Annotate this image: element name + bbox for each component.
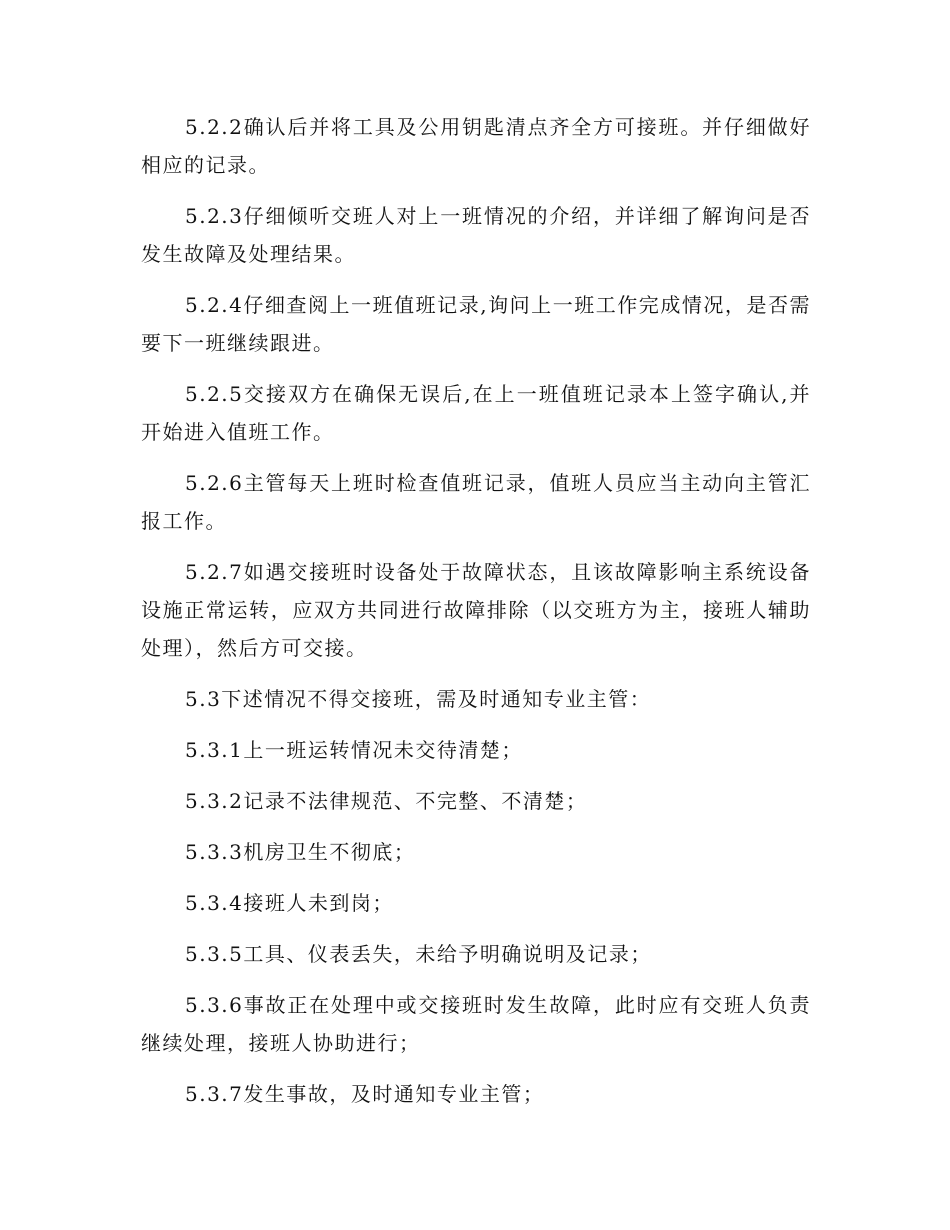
- paragraph-5-3-3: 5.3.3机房卫生不彻底；: [185, 840, 416, 864]
- paragraph-5-2-5: 5.2.5交接双方在确保无误后,在上一班值班记录本上签字确认,并开始进入值班工作。: [141, 382, 811, 444]
- paragraph-5-3: 5.3下述情况不得交接班，需及时通知专业主管：: [185, 687, 652, 711]
- document-body: [141, 108, 811, 1126]
- paragraph-5-2-7: 5.2.7如遇交接班时设备处于故障状态，且该故障影响主系统设备设施正常运转，应双方共同进行故障排除（以交班方为主，接班人辅助处理），然后方可交接。: [141, 560, 811, 660]
- paragraph-5-3-6: 5.3.6事故正在处理中或交接班时发生故障，此时应有交班人负责继续处理，接班人协助进行；: [141, 993, 811, 1055]
- paragraph-5-3-2: 5.3.2记录不法律规范、不完整、不清楚；: [185, 789, 588, 813]
- paragraph-5-3-1: 5.3.1上一班运转情况未交待清楚；: [185, 738, 523, 762]
- paragraph-5-2-3: 5.2.3仔细倾听交班人对上一班情况的介绍，并详细了解询问是否发生故障及处理结果。: [141, 204, 811, 266]
- paragraph-5-3-5: 5.3.5工具、仪表丢失，未给予明确说明及记录；: [185, 942, 652, 966]
- paragraph-5-2-2: 5.2.2确认后并将工具及公用钥匙清点齐全方可接班。并仔细做好相应的记录。: [141, 115, 811, 177]
- paragraph-5-2-4: 5.2.4仔细查阅上一班值班记录,询问上一班工作完成情况，是否需要下一班继续跟进。: [141, 293, 811, 355]
- paragraph-5-3-7: 5.3.7发生事故，及时通知专业主管；: [185, 1082, 545, 1106]
- paragraph-5-3-4: 5.3.4接班人未到岗；: [185, 891, 394, 915]
- paragraph-5-2-6: 5.2.6主管每天上班时检查值班记录，值班人员应当主动向主管汇报工作。: [141, 471, 811, 533]
